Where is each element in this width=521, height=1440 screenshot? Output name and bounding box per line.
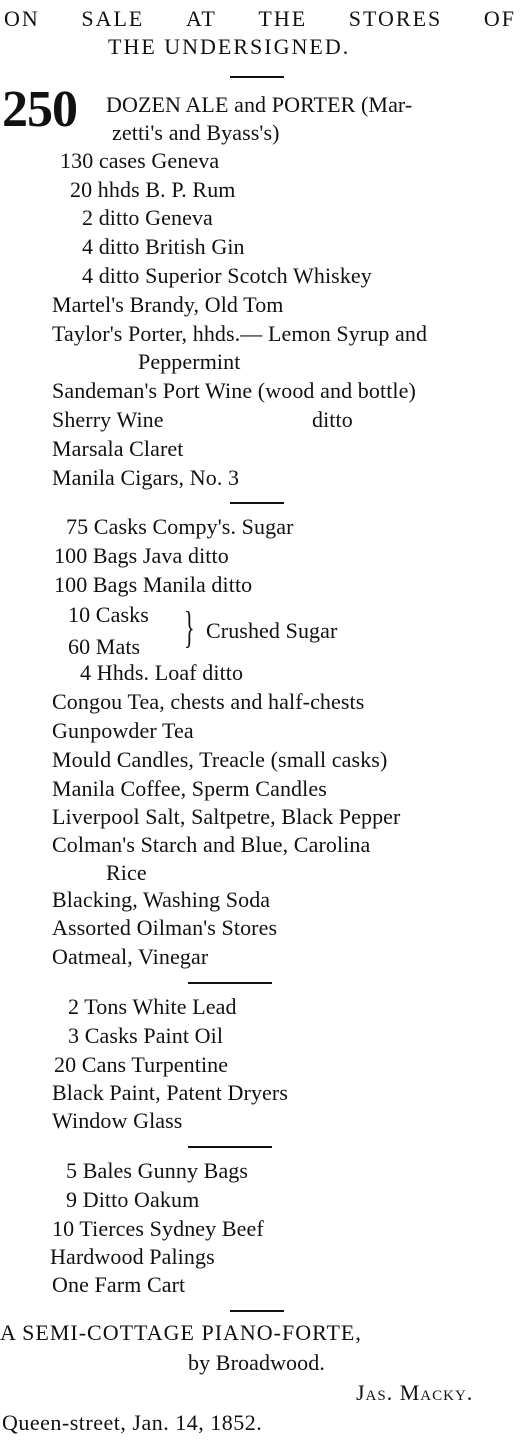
divider [188,1146,272,1148]
header-line-2: THE UNDERSIGNED. [108,34,351,59]
list-item: Window Glass [52,1108,183,1133]
piano-headline: A SEMI-COTTAGE PIANO-FORTE, [0,1320,362,1345]
list-item-continuation: Peppermint [138,349,241,374]
list-item: Black Paint, Patent Dryers [52,1080,288,1105]
list-item: Blacking, Washing Soda [52,887,271,912]
list-item-continuation: Rice [106,860,147,885]
list-item: 75 Casks Compy's. Sugar [66,514,294,539]
list-item: Manila Cigars, No. 3 [52,465,240,490]
list-item: Assorted Oilman's Stores [52,915,278,940]
list-item: Colman's Starch and Blue, Carolina [52,832,371,857]
header-word: OF [483,6,516,31]
header-word: AT [185,6,217,31]
list-item: Liverpool Salt, Saltpetre, Black Pepper [52,804,401,829]
list-item: Oatmeal, Vinegar [52,944,209,969]
divider [230,502,284,504]
list-item: 9 Ditto Oakum [66,1187,200,1212]
divider [230,1310,284,1312]
list-item: 20 Cans Turpentine [54,1052,229,1077]
brace-item: 10 Casks [68,602,149,627]
list-item: 4 ditto Superior Scotch Whiskey [82,263,372,288]
piano-maker: by Broadwood. [188,1350,325,1375]
list-item: 10 Tierces Sydney Beef [52,1216,264,1241]
list-item: Sherry Wine [52,407,164,432]
list-item: Martel's Brandy, Old Tom [52,292,284,317]
list-item: 100 Bags Java ditto [54,543,229,568]
brace-label: Crushed Sugar [206,618,338,643]
list-item: Gunpowder Tea [52,718,194,743]
lead-line-1: DOZEN ALE and PORTER (Mar- [106,92,413,117]
header-word: ON [4,6,40,31]
list-item: 20 hhds B. P. Rum [70,177,236,202]
list-item: Sandeman's Port Wine (wood and bottle) [52,378,416,403]
lead-line-2: zetti's and Byass's) [112,120,280,145]
lead-number: 250 [2,81,77,138]
divider [230,76,284,78]
list-item: Marsala Claret [52,436,184,461]
list-item: 4 ditto British Gin [82,234,245,259]
header-word: SALE [81,6,145,31]
header-line-1 [4,6,516,32]
list-item-ditto: ditto [312,407,353,432]
list-item: 3 Casks Paint Oil [68,1023,224,1048]
list-item: 4 Hhds. Loaf ditto [80,660,244,685]
list-item: Congou Tea, chests and half-chests [52,689,365,714]
list-item: 130 cases Geneva [60,148,220,173]
header-word: STORES [348,6,443,31]
brace-item: 60 Mats [68,634,141,659]
curly-brace-icon: } [184,603,195,652]
header-word: THE [258,6,308,31]
list-item: Hardwood Palings [50,1244,215,1269]
list-item: One Farm Cart [52,1272,186,1297]
signature: Jas. Macky. [356,1380,474,1405]
list-item: 5 Bales Gunny Bags [66,1158,249,1183]
list-item: 100 Bags Manila ditto [54,572,253,597]
list-item: 2 Tons White Lead [68,994,237,1019]
list-item: Manila Coffee, Sperm Candles [52,776,327,801]
list-item: Taylor's Porter, hhds.— Lemon Syrup and [52,321,428,346]
divider [188,982,272,984]
list-item: Mould Candles, Treacle (small casks) [52,747,388,772]
list-item: 2 ditto Geneva [82,205,213,230]
dateline: Queen-street, Jan. 14, 1852. [2,1410,263,1435]
